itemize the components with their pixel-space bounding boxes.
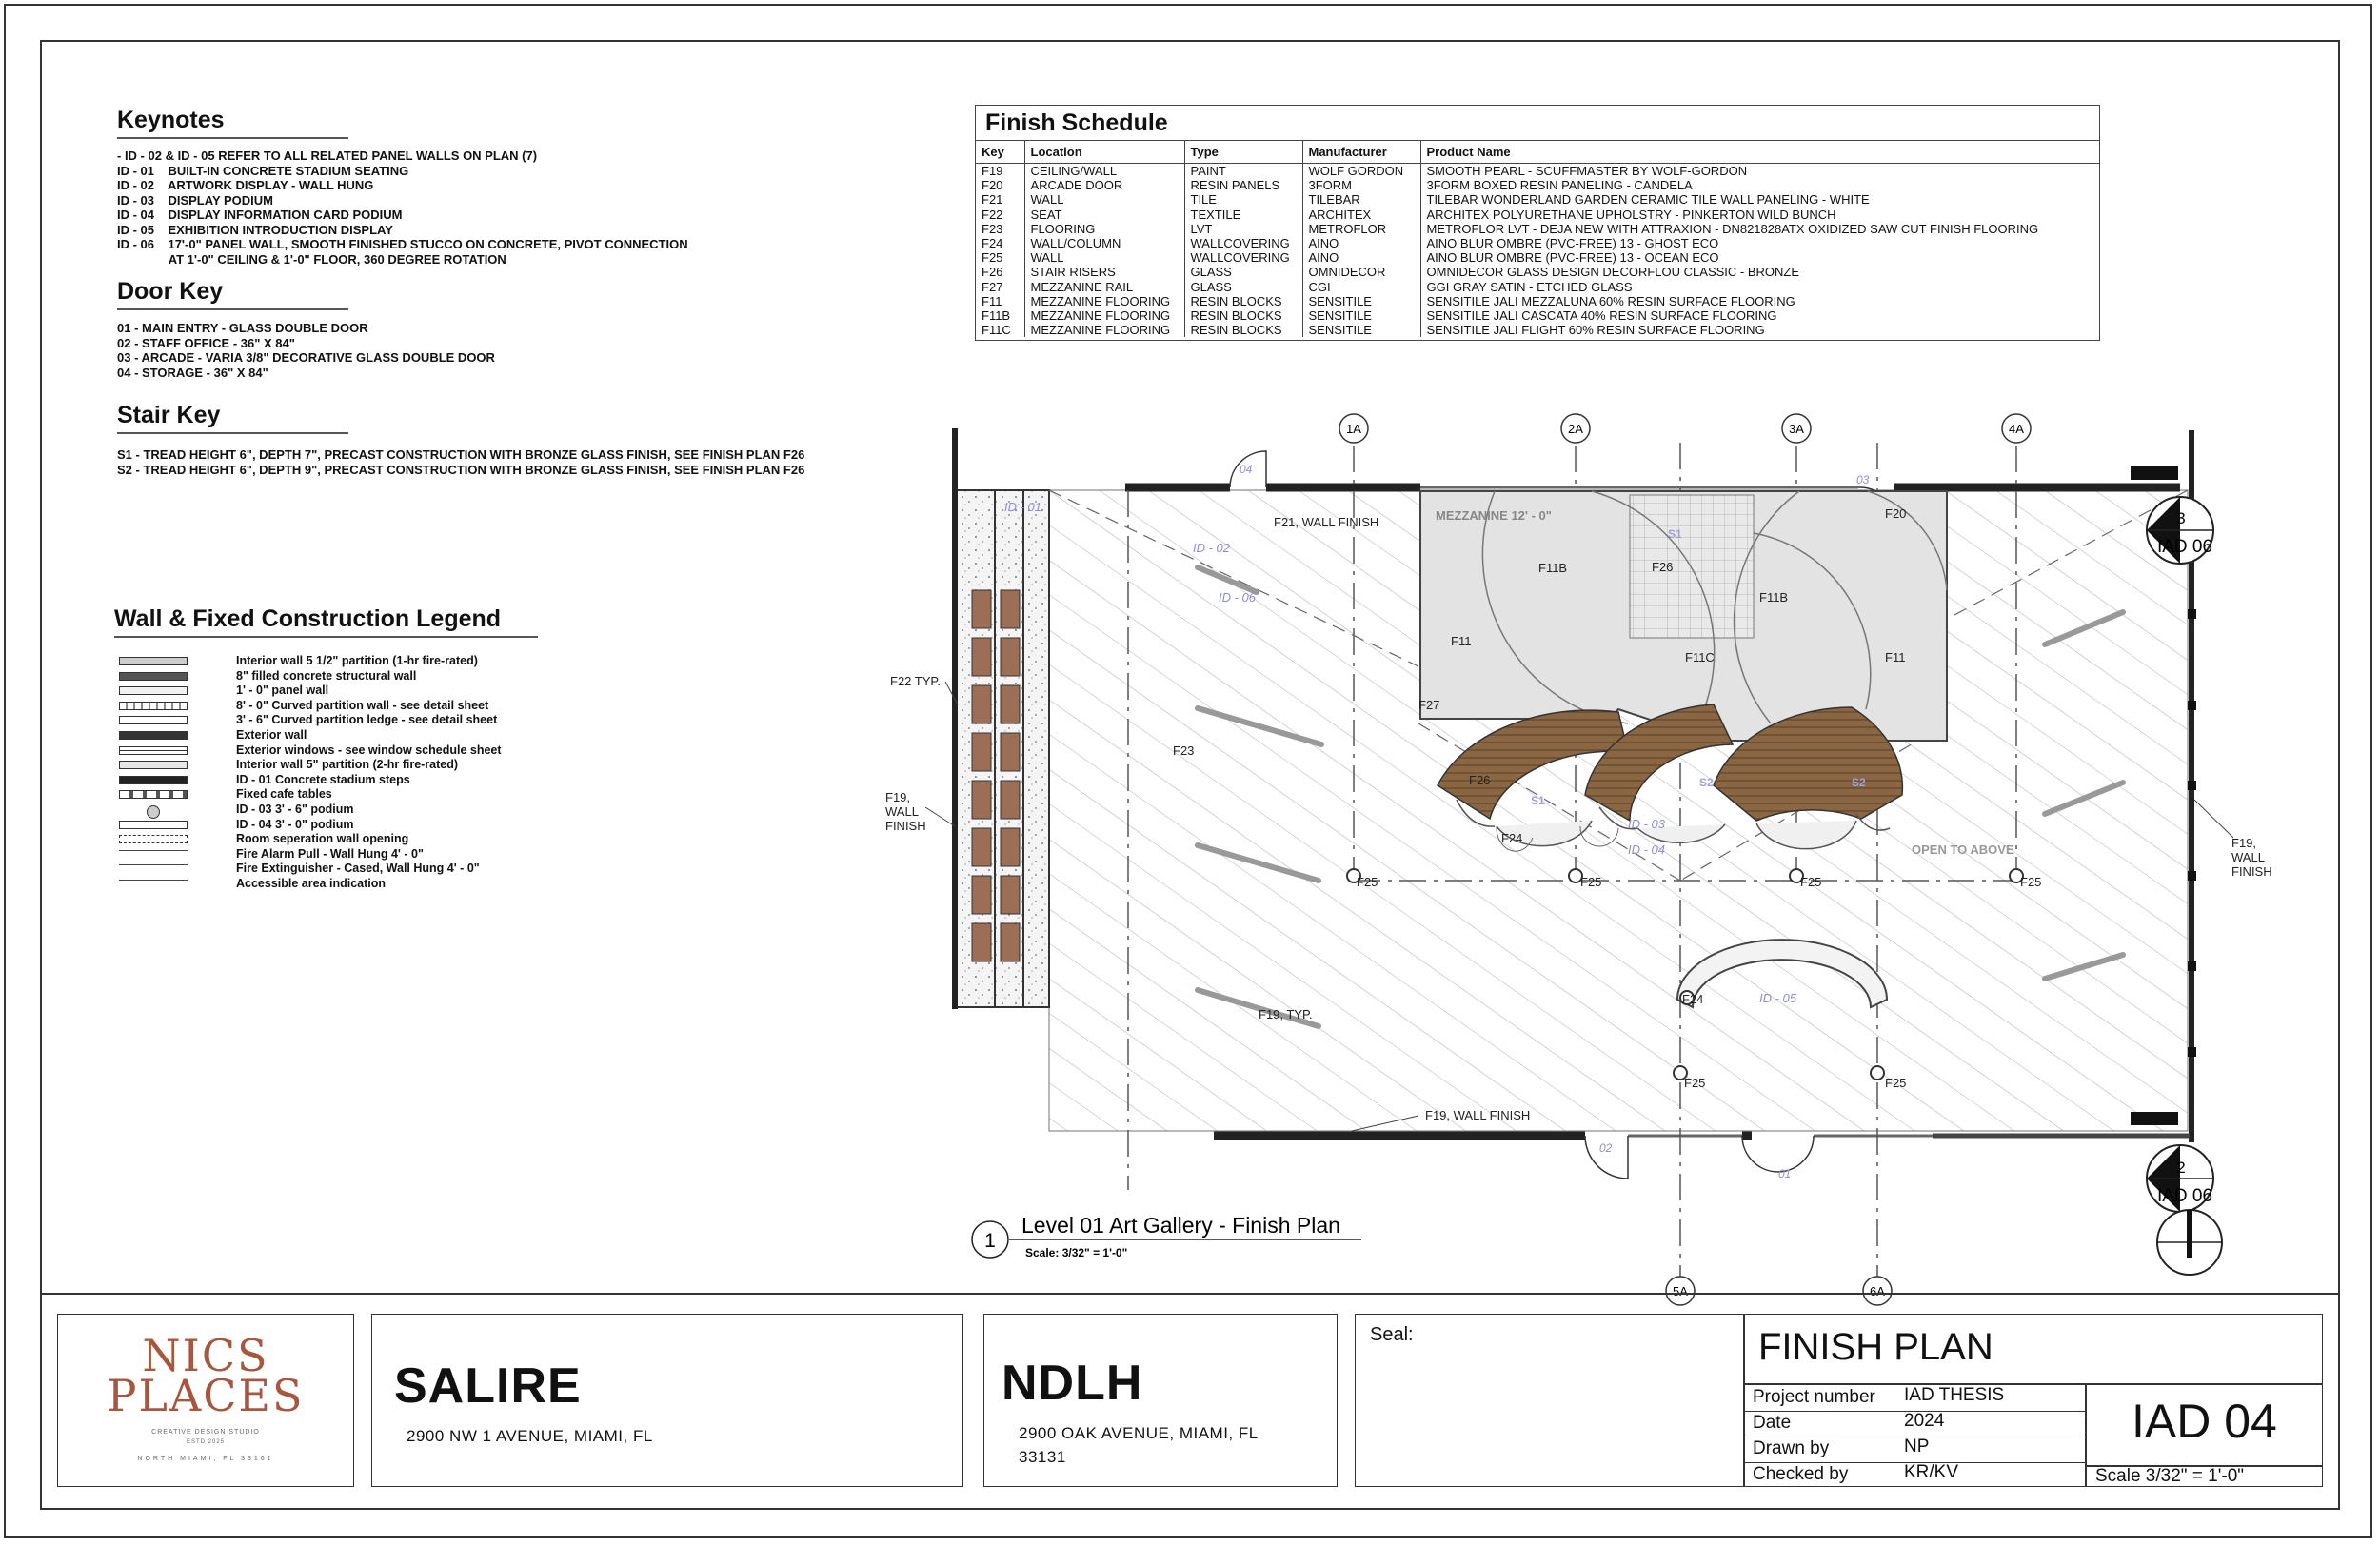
finish-schedule-cell: TILE <box>1184 192 1302 207</box>
cafe-table <box>972 733 991 771</box>
section-mark-2-number: 2 <box>2176 1159 2186 1177</box>
stair-key-line: S1 - TREAD HEIGHT 6", DEPTH 7", PRECAST CONSTRUCTION WITH BRONZE GLASS FINISH, SEE FINISH PLAN F26 <box>117 447 805 462</box>
legend-label: 3' - 6" Curved partition ledge - see detail sheet <box>236 713 498 727</box>
finish-schedule-cell: WALL <box>1024 192 1184 207</box>
finish-schedule-cell: LVT <box>1184 222 1302 236</box>
door-tag-03: 03 <box>1856 473 1870 486</box>
legend-label: Interior wall 5" partition (2-hr fire-rated) <box>236 758 459 772</box>
finish-schedule-column-header: Manufacturer <box>1302 141 1420 164</box>
door-tag-01: 01 <box>1778 1167 1792 1180</box>
finish-schedule-cell: F22 <box>982 207 1003 222</box>
stair-tag-s1: S1 <box>1531 794 1545 807</box>
finish-schedule-cell: F25 <box>982 250 1003 266</box>
finish-schedule-cell: ARCHITEX POLYURETHANE UPHOLSTRY - PINKERTON WILD BUNCH <box>1420 208 2099 222</box>
finish-schedule-cell: MEZZANINE FLOORING <box>1024 323 1184 337</box>
grid-label: 6A <box>1870 1284 1885 1298</box>
tag-f19-left-3: FINISH <box>885 819 926 833</box>
keynotes-line: - ID - 02 & ID - 05 REFER TO ALL RELATED PANEL WALLS ON PLAN (7) <box>117 149 538 163</box>
door-key-line: 04 - STORAGE - 36" X 84" <box>117 365 268 380</box>
door-tag-04: 04 <box>1240 463 1253 476</box>
cafe-table <box>972 781 991 819</box>
finish-schedule-column-header: Type <box>1184 141 1302 164</box>
finish-schedule-cell: WALL/COLUMN <box>1024 236 1184 250</box>
finish-schedule-cell: F11 <box>982 293 1002 308</box>
tag-f26-stair: F26 <box>1469 773 1491 787</box>
stair-tag-s1-top: S1 <box>1668 527 1682 541</box>
architect-name: NDLH <box>1002 1356 1143 1411</box>
tag-f25-3: F25 <box>1800 875 1822 889</box>
keynotes-line: ID - 02 ARTWORK DISPLAY - WALL HUNG <box>117 178 374 192</box>
finish-schedule-cell: WALLCOVERING <box>1184 250 1302 265</box>
stair-tag-s2b: S2 <box>1852 776 1866 789</box>
finish-schedule-cell: SENSITILE <box>1302 308 1420 323</box>
id-tag-01: ID - 01 <box>1004 500 1042 514</box>
finish-schedule-cell: F24 <box>982 236 1003 251</box>
legend-label: ID - 01 Concrete stadium steps <box>236 772 410 786</box>
finish-schedule-cell: SENSITILE <box>1302 294 1420 308</box>
tag-f19-left-1: F19, <box>885 790 911 804</box>
logo-est: ESTD 2025 <box>186 1439 226 1445</box>
sheet-number: IAD 04 <box>2132 1395 2277 1448</box>
finish-schedule-cell: AINO BLUR OMBRE (PVC-FREE) 13 - OCEAN ECO <box>1420 250 2099 265</box>
legend-label: Fire Alarm Pull - Wall Hung 4' - 0" <box>236 846 424 861</box>
tag-f11-left: F11 <box>1451 634 1472 648</box>
legend-label: Accessible area indication <box>236 877 387 890</box>
architect-cell <box>983 1314 1338 1487</box>
tag-f11c: F11C <box>1685 650 1715 664</box>
legend-label: 8" filled concrete structural wall <box>236 668 417 683</box>
sheet-info-value: IAD THESIS <box>1904 1385 2005 1405</box>
tag-f19-right-1: F19, <box>2231 836 2257 850</box>
sheet-info-cell <box>1744 1314 2323 1487</box>
keynotes-heading: Keynotes <box>117 107 225 133</box>
stair-tag-s2a: S2 <box>1699 776 1714 789</box>
finish-schedule-cell: SENSITILE JALI FLIGHT 60% RESIN SURFACE FLOORING <box>1420 323 2099 337</box>
finish-schedule-cell: RESIN PANELS <box>1184 178 1302 192</box>
architect-address-2: 33131 <box>1019 1448 1066 1466</box>
finish-schedule-cell: GLASS <box>1184 280 1302 294</box>
tag-f25-6: F25 <box>1885 1076 1907 1090</box>
logo-location: NORTH MIAMI, FL 33161 <box>137 1456 274 1462</box>
sheet-info-label: Checked by <box>1753 1464 1849 1484</box>
finish-schedule-cell: 3FORM BOXED RESIN PANELING - CANDELA <box>1420 178 2099 192</box>
tag-f24-stair: F24 <box>1501 831 1523 845</box>
finish-schedule-cell: ARCHITEX <box>1302 208 1420 222</box>
logo-line-1: NICS <box>142 1330 269 1381</box>
finish-schedule-cell: RESIN BLOCKS <box>1184 323 1302 337</box>
cafe-table <box>1001 590 1020 628</box>
finish-schedule-cell: ARCADE DOOR <box>1024 178 1184 192</box>
door-key-line: 02 - STAFF OFFICE - 36" X 84" <box>117 335 295 350</box>
seal-label: Seal: <box>1370 1324 1414 1345</box>
view-number: 1 <box>984 1230 996 1252</box>
sheet-info-value: KR/KV <box>1904 1462 1959 1482</box>
tag-f25-5: F25 <box>1684 1076 1706 1090</box>
finish-schedule-cell: OMNIDECOR GLASS DESIGN DECORFLOU CLASSIC - BRONZE <box>1420 265 2099 279</box>
section-mark-2-sheet: IAD 06 <box>2156 1186 2213 1206</box>
stair-key-line: S2 - TREAD HEIGHT 6", DEPTH 9", PRECAST CONSTRUCTION WITH BRONZE GLASS FINISH, SEE FINISH PLAN F26 <box>117 462 805 477</box>
legend-heading: Wall & Fixed Construction Legend <box>114 605 502 632</box>
logo-cell <box>57 1314 354 1487</box>
finish-schedule-title: Finish Schedule <box>985 109 1168 136</box>
finish-schedule-cell: F27 <box>982 279 1003 294</box>
door-key-heading: Door Key <box>117 278 224 305</box>
cafe-table <box>972 685 991 723</box>
tag-f22-typ: F22 TYP. <box>890 674 941 688</box>
logo-tagline: CREATIVE DESIGN STUDIO <box>151 1429 260 1436</box>
view-scale: Scale: 3/32" = 1'-0" <box>1025 1246 1128 1259</box>
stair-key-heading: Stair Key <box>117 402 221 428</box>
cafe-table <box>1001 876 1020 914</box>
finish-schedule-cell: MEZZANINE FLOORING <box>1024 294 1184 308</box>
tag-f21-wall: F21, WALL FINISH <box>1274 515 1379 529</box>
sheet-scale: Scale 3/32" = 1'-0" <box>2095 1466 2245 1486</box>
keynotes-line: ID - 04 DISPLAY INFORMATION CARD PODIUM <box>117 208 403 222</box>
seal-cell <box>1355 1314 1744 1487</box>
finish-schedule-cell: WALLCOVERING <box>1184 236 1302 250</box>
finish-schedule-cell: WOLF GORDON <box>1302 164 1420 179</box>
id-tag-04: ID - 04 <box>1628 842 1666 857</box>
tag-f11b-right: F11B <box>1759 590 1789 605</box>
finish-schedule-cell: TEXTILE <box>1184 208 1302 222</box>
keynotes-line: AT 1'-0" CEILING & 1'-0" FLOOR, 360 DEGREE ROTATION <box>117 251 506 267</box>
sheet-info-label: Date <box>1753 1413 1792 1433</box>
legend-label: Fixed cafe tables <box>236 787 332 802</box>
cafe-table <box>1001 733 1020 771</box>
finish-schedule-cell: FLOORING <box>1024 222 1184 236</box>
grid-label: 5A <box>1673 1284 1688 1298</box>
client-cell <box>371 1314 963 1487</box>
legend-label: Exterior wall <box>236 728 307 742</box>
finish-schedule-cell: RESIN BLOCKS <box>1184 294 1302 308</box>
finish-schedule-cell: METROFLOR <box>1302 222 1420 236</box>
client-address: 2900 NW 1 AVENUE, MIAMI, FL <box>407 1427 653 1445</box>
finish-schedule-cell: MEZZANINE RAIL <box>1024 280 1184 294</box>
tag-f19-typ: F19, TYP. <box>1259 1007 1313 1021</box>
finish-schedule-cell: CGI <box>1302 280 1420 294</box>
tag-f19-bottom: F19, WALL FINISH <box>1425 1108 1531 1122</box>
keynotes-line: ID - 05 EXHIBITION INTRODUCTION DISPLAY <box>117 222 393 237</box>
legend-label: 1' - 0" panel wall <box>236 684 329 698</box>
finish-schedule-cell: SENSITILE JALI MEZZALUNA 60% RESIN SURFACE FLOORING <box>1420 294 2099 308</box>
keynotes-line: ID - 01 BUILT-IN CONCRETE STADIUM SEATING <box>117 163 409 178</box>
finish-schedule-cell: SENSITILE JALI CASCATA 40% RESIN SURFACE FLOORING <box>1420 308 2099 323</box>
keynotes-line: ID - 06 17'-0" PANEL WALL, SMOOTH FINISHED STUCCO ON CONCRETE, PIVOT CONNECTION <box>117 237 688 251</box>
id-tag-02: ID - 02 <box>1193 541 1231 555</box>
tag-f11b-left: F11B <box>1538 561 1568 575</box>
cafe-table <box>1001 685 1020 723</box>
section-mark-3-number: 3 <box>2176 509 2186 527</box>
sheet-title: FINISH PLAN <box>1758 1326 1993 1368</box>
finish-schedule-cell: F21 <box>982 192 1003 208</box>
tag-f19-right-3: FINISH <box>2231 864 2272 879</box>
cafe-table <box>972 638 991 676</box>
section-mark-3-sheet: IAD 06 <box>2156 537 2213 557</box>
section-mark-2 <box>2147 1145 2213 1212</box>
finish-schedule-cell: GLASS <box>1184 265 1302 279</box>
finish-schedule-column-header: Location <box>1024 141 1184 164</box>
tag-f23: F23 <box>1173 743 1195 758</box>
open-to-above-label: OPEN TO ABOVE <box>1912 842 2014 857</box>
finish-schedule-cell: F19 <box>982 164 1003 178</box>
finish-schedule-cell: SMOOTH PEARL - SCUFFMASTER BY WOLF-GORDON <box>1420 164 2099 179</box>
finish-schedule-column-header: Key <box>976 141 1024 164</box>
finish-schedule-cell: WALL <box>1024 250 1184 265</box>
view-title: Level 01 Art Gallery - Finish Plan <box>1021 1213 1340 1238</box>
legend-label: 8' - 0" Curved partition wall - see detail sheet <box>236 698 489 712</box>
finish-schedule-cell: PAINT <box>1184 164 1302 179</box>
tag-f19-right-2: WALL <box>2231 850 2265 864</box>
tag-f11-right: F11 <box>1885 650 1906 664</box>
finish-schedule-cell: SENSITILE <box>1302 323 1420 337</box>
tag-f24-podium: F24 <box>1682 992 1704 1006</box>
legend-label: Exterior windows - see window schedule sheet <box>236 743 502 757</box>
finish-schedule-cell: RESIN BLOCKS <box>1184 308 1302 323</box>
cafe-table <box>972 923 991 961</box>
mezzanine-stair-tiles <box>1630 495 1754 638</box>
tag-f25-1: F25 <box>1357 875 1378 889</box>
tag-f25-4: F25 <box>2020 875 2042 889</box>
finish-schedule-cell: MEZZANINE FLOORING <box>1024 308 1184 323</box>
north-arrow <box>2157 1210 2222 1275</box>
finish-schedule-cell: F20 <box>982 178 1003 193</box>
tag-f26-mezz: F26 <box>1652 560 1674 574</box>
finish-schedule-cell: AINO <box>1302 236 1420 250</box>
tag-f27: F27 <box>1418 698 1440 712</box>
tag-f19-left-2: WALL <box>885 804 919 819</box>
grid-label: 3A <box>1789 422 1804 436</box>
finish-schedule-cell: GGI GRAY SATIN - ETCHED GLASS <box>1420 280 2099 294</box>
id-tag-05: ID - 05 <box>1759 991 1797 1005</box>
door-key-line: 01 - MAIN ENTRY - GLASS DOUBLE DOOR <box>117 321 368 335</box>
sheet-info-label: Project number <box>1753 1387 1875 1407</box>
finish-schedule-cell: F26 <box>982 265 1003 280</box>
legend-label: Room seperation wall opening <box>236 832 409 846</box>
grid-label: 1A <box>1346 422 1361 436</box>
cafe-table <box>1001 923 1020 961</box>
tag-f25-2: F25 <box>1580 875 1602 889</box>
finish-schedule-cell: F23 <box>982 221 1003 236</box>
logo-line-2: PLACES <box>107 1370 305 1421</box>
finish-schedule-cell: SEAT <box>1024 208 1184 222</box>
finish-schedule-cell: 3FORM <box>1302 178 1420 192</box>
grid-label: 4A <box>2009 422 2024 436</box>
finish-schedule-cell: OMNIDECOR <box>1302 265 1420 279</box>
legend-label: ID - 04 3' - 0" podium <box>236 817 354 831</box>
legend-label: Interior wall 5 1/2" partition (1-hr fire-rated) <box>236 654 478 667</box>
legend-label: Fire Extinguisher - Cased, Wall Hung 4' - 0" <box>236 862 480 876</box>
mezzanine-label: MEZZANINE 12' - 0" <box>1436 508 1552 523</box>
cafe-table <box>972 590 991 628</box>
cafe-table <box>972 828 991 866</box>
sheet-info-value: NP <box>1904 1437 1930 1457</box>
cafe-table <box>1001 781 1020 819</box>
keynotes-line: ID - 03 DISPLAY PODIUM <box>117 192 273 208</box>
finish-schedule-cell: F11B <box>982 308 1011 324</box>
client-name: SALIRE <box>394 1358 582 1414</box>
finish-schedule-column-header: Product Name <box>1420 141 2099 164</box>
legend-label: ID - 03 3' - 6" podium <box>236 803 354 816</box>
finish-schedule-cell: AINO <box>1302 250 1420 265</box>
finish-schedule-cell: TILEBAR WONDERLAND GARDEN CERAMIC TILE WALL PANELING - WHITE <box>1420 192 2099 207</box>
finish-schedule-cell: STAIR RISERS <box>1024 265 1184 279</box>
grid-label: 2A <box>1568 422 1583 436</box>
finish-schedule-cell: METROFLOR LVT - DEJA NEW WITH ATTRAXION - DN821828ATX OXIDIZED SAW CUT FINISH FLOORING <box>1420 222 2099 236</box>
sheet-info-label: Drawn by <box>1753 1438 1830 1458</box>
finish-schedule-cell: TILEBAR <box>1302 192 1420 207</box>
tag-f20: F20 <box>1885 506 1907 521</box>
id-tag-03: ID - 03 <box>1628 817 1666 831</box>
finish-schedule-cell: AINO BLUR OMBRE (PVC-FREE) 13 - GHOST ECO <box>1420 236 2099 250</box>
cafe-table <box>1001 638 1020 676</box>
section-mark-3 <box>2147 497 2213 564</box>
id-tag-06: ID - 06 <box>1219 590 1257 605</box>
architect-address-1: 2900 OAK AVENUE, MIAMI, FL <box>1019 1424 1259 1442</box>
door-tag-02: 02 <box>1599 1141 1613 1155</box>
door-key-line: 03 - ARCADE - VARIA 3/8" DECORATIVE GLASS DOUBLE DOOR <box>117 350 495 365</box>
cafe-table <box>972 876 991 914</box>
finish-schedule-cell: F11C <box>982 323 1011 338</box>
cafe-table <box>1001 828 1020 866</box>
sheet-info-value: 2024 <box>1904 1411 1945 1431</box>
finish-schedule-cell: CEILING/WALL <box>1024 164 1184 179</box>
